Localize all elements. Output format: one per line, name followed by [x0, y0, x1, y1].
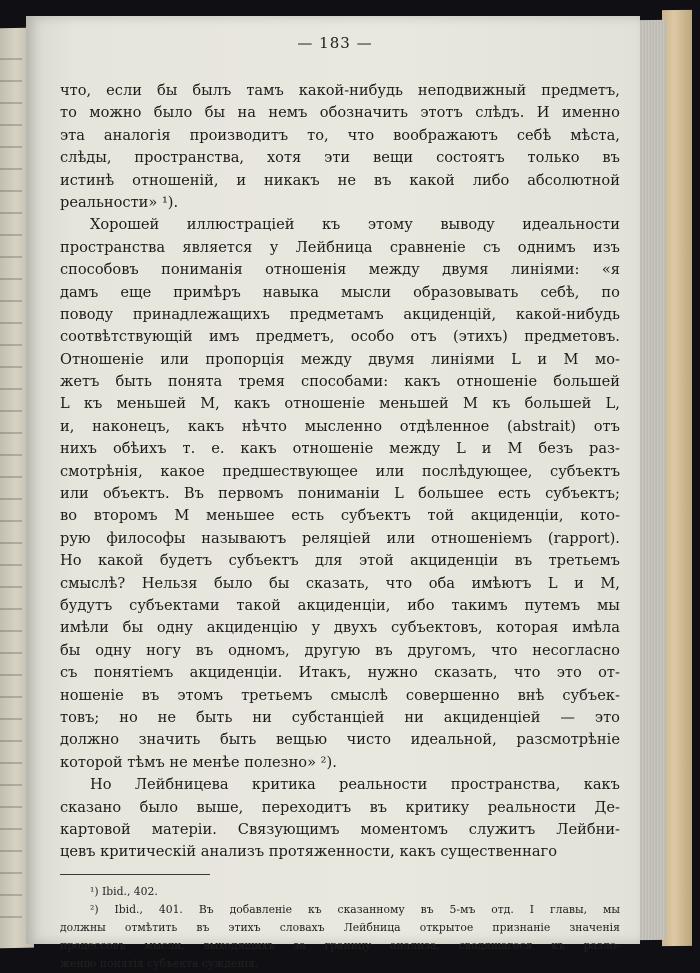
- text-line: бы одну ногу въ одномъ, другую въ другомъ, что несогласно: [60, 641, 620, 659]
- text-line: Но какой будетъ субъектъ для этой акциденціи въ третьемъ: [60, 552, 620, 570]
- text-line: и, наконецъ, какъ нѣчто мысленно отдѣленное (abstrait) отъ: [60, 417, 620, 435]
- text-line: смотрѣнія, какое предшествующее или послѣдующее, субъектъ: [60, 462, 620, 480]
- text-line: цевъ критическій анализъ протяженности, какъ существеннаго: [60, 843, 557, 861]
- book-cover-edge: [662, 10, 692, 946]
- text-line: процессовъ мысли, выходящихъ за границу анализа, сводящагося къ разло-: [60, 938, 620, 952]
- footnotes: [60, 883, 620, 973]
- paragraph: [60, 80, 620, 214]
- page-block-edge: [636, 20, 666, 940]
- page-number: — 183 —: [297, 34, 373, 52]
- text-line: поводу принадлежащихъ предметамъ акциденцій, какой-нибудь: [60, 305, 620, 323]
- paragraph: [60, 774, 620, 864]
- text-line: Отношеніе или пропорція между двумя линіями L и M мо-: [60, 350, 620, 368]
- footnote-divider: [60, 874, 210, 875]
- text-line: смыслѣ? Нельзя было бы сказать, что оба имѣютъ L и M,: [60, 574, 620, 592]
- text-line: ²) Ibid., 401. Въ добавленіе къ сказанному въ 5-мъ отд. I главы, мы: [90, 902, 620, 916]
- text-line: ношеніе въ этомъ третьемъ смыслѣ совершенно внѣ субъек-: [60, 686, 620, 704]
- text-line: которой тѣмъ не менѣе полезно» ²).: [60, 753, 337, 771]
- text-line: реальности» ¹).: [60, 193, 179, 211]
- text-line: картовой матеріи. Связующимъ моментомъ служитъ Лейбни-: [60, 820, 620, 838]
- text-line: товъ; но не быть ни субстанціей ни акциденціей — это: [60, 708, 620, 726]
- text-line: способовъ пониманія отношенія между двумя линіями: «я: [60, 261, 620, 279]
- text-line: или объектъ. Въ первомъ пониманіи L большее есть субъектъ;: [60, 485, 620, 503]
- text-line: будутъ субъектами такой акциденціи, ибо такимъ путемъ мы: [60, 596, 620, 614]
- text-line: истинѣ отношеній, и никакъ не въ какой либо абсолютной: [60, 171, 620, 189]
- text-line: дамъ еще примѣръ навыка мысли образовывать себѣ, по: [60, 283, 620, 301]
- text-line: что, если бы былъ тамъ какой-нибудь неподвижный предметъ,: [60, 82, 620, 99]
- text-line: сказано было выше, переходитъ въ критику реальности Де-: [60, 798, 620, 816]
- text-line: Но Лейбницева критика реальности пространства, какъ: [90, 776, 620, 794]
- text-line: съ понятіемъ акциденціи. Итакъ, нужно сказать, что это от-: [60, 664, 620, 682]
- text-line: во второмъ M меньшее есть субъектъ той акциденціи, кото-: [60, 507, 620, 525]
- text-line: рую философы называютъ реляціей или отношеніемъ (rapport).: [60, 529, 620, 547]
- book-page: [26, 16, 640, 970]
- footnote: [60, 901, 620, 973]
- text-line: женію понятія субъекта сужденія.: [60, 956, 259, 970]
- paragraph: [60, 214, 620, 774]
- text-line: соотвѣтствующій имъ предметъ, особо отъ (этихъ) предметовъ.: [60, 328, 620, 346]
- text-line: то можно было бы на немъ обозначить этотъ слѣдъ. И именно: [60, 104, 620, 122]
- text-line: ¹) Ibid., 402.: [90, 884, 158, 898]
- text-line: жетъ быть понята тремя способами: какъ отношеніе большей: [60, 373, 620, 391]
- text-line: должно значить быть вещью чисто идеальной, разсмотрѣніе: [60, 731, 620, 749]
- footnote: [60, 883, 620, 901]
- text-line: нихъ обѣихъ т. е. какъ отношеніе между L и M безъ раз-: [60, 440, 620, 458]
- page-content: [60, 34, 620, 973]
- text-line: Хорошей иллюстраціей къ этому выводу идеальности: [90, 216, 620, 234]
- text-line: пространства является у Лейбница сравненіе съ однимъ изъ: [60, 238, 620, 256]
- text-line: слѣды, пространства, хотя эти вещи состоятъ только въ: [60, 149, 620, 167]
- text-line: должны отмѣтить въ этихъ словахъ Лейбница открытое признаніе значенія: [60, 920, 620, 934]
- text-line: L къ меньшей M, какъ отношеніе меньшей M къ большей L,: [60, 395, 620, 413]
- body-text: [60, 80, 620, 864]
- text-line: имѣли бы одну акциденцію у двухъ субъектовъ, которая имѣла: [60, 619, 620, 637]
- text-line: эта аналогія производитъ то, что воображаютъ себѣ мѣста,: [60, 126, 620, 144]
- facing-page-text-fragment: [0, 58, 22, 918]
